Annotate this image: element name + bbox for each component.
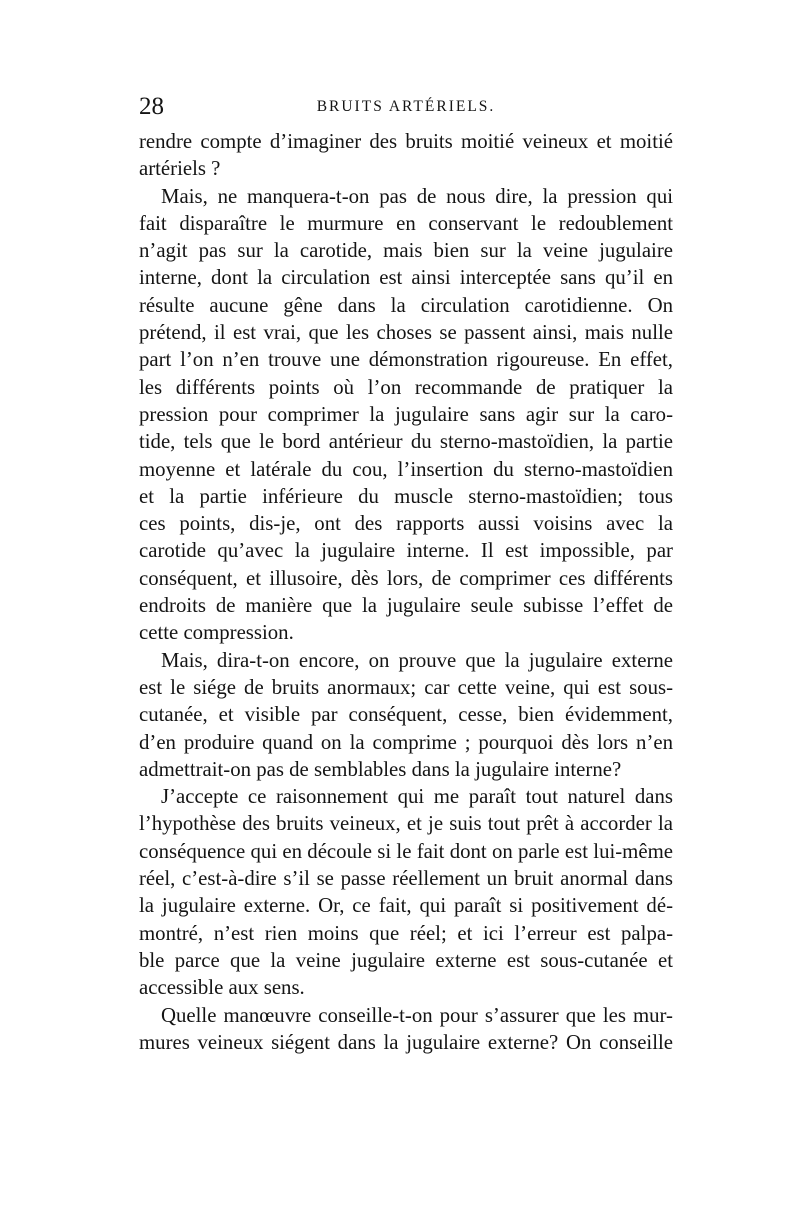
page-number: 28 [139,93,164,120]
text-line: ces points, dis-je, ont des rapports aussi voisins avec la [139,512,673,536]
text-line: admettrait-on pas de semblables dans la jugulaire interne? [139,757,622,781]
text-line: fait disparaître le murmure en conservant le redoublement [139,211,673,235]
text-line: accessible aux sens. [139,976,305,1000]
body-text [139,128,673,1056]
text-line: l’hypothèse des bruits veineux, et je suis tout prêt à accorder la [139,812,673,836]
text-line: cette compression. [139,621,294,645]
running-title: BRUITS ARTÉRIELS. [316,98,496,115]
text-line: moyenne et latérale du cou, l’insertion du sterno-mastoïdien [139,457,673,481]
text-line: Quelle manœuvre conseille-t-on pour s’assurer que les mur- [161,1003,673,1027]
text-line: part l’on n’en trouve une démonstration rigoureuse. En effet, [139,348,673,372]
page-header [139,92,673,122]
text-line: cutanée, et visible par conséquent, cesse, bien évidemment, [139,703,673,727]
text-line: les différents points où l’on recommande de pratiquer la [139,375,673,399]
text-line: carotide qu’avec la jugulaire interne. Il est impossible, par [139,539,673,563]
text-line: réel, c’est-à-dire s’il se passe réellement un bruit anormal dans [139,867,673,891]
text-line: la jugulaire externe. Or, ce fait, qui paraît si positivement dé- [139,894,673,918]
text-line: mures veineux siégent dans la jugulaire externe? On conseille [139,1030,673,1054]
text-line: interne, dont la circulation est ainsi interceptée sans qu’il en [139,266,673,290]
text-line: n’agit pas sur la carotide, mais bien sur la veine jugulaire [139,239,673,263]
text-line: conséquence qui en découle si le fait dont on parle est lui-même [139,839,673,863]
text-line: pression pour comprimer la jugulaire sans agir sur la caro- [139,402,673,426]
text-line: prétend, il est vrai, que les choses se passent ainsi, mais nulle [139,321,673,345]
text-line: artériels ? [139,157,221,181]
text-line: conséquent, et illusoire, dès lors, de comprimer ces différents [139,566,673,590]
text-line: d’en produire quand on la comprime ; pourquoi dès lors n’en [139,730,673,754]
text-line: Mais, ne manquera-t-on pas de nous dire, la pression qui [161,184,673,208]
text-line: ble parce que la veine jugulaire externe est sous-cutanée et [139,948,673,972]
text-line: est le siége de bruits anormaux; car cette veine, qui est sous- [139,675,673,699]
text-line: montré, n’est rien moins que réel; et ici l’erreur est palpa- [139,921,673,945]
text-line: J’accepte ce raisonnement qui me paraît tout naturel dans [161,785,673,809]
text-line: Mais, dira-t-on encore, on prouve que la jugulaire externe [161,648,673,672]
text-line: résulte aucune gêne dans la circulation carotidienne. On [139,293,673,317]
text-line: tide, tels que le bord antérieur du sterno-mastoïdien, la partie [139,430,673,454]
text-line: endroits de manière que la jugulaire seule subisse l’effet de [139,594,673,618]
text-line: et la partie inférieure du muscle sterno-mastoïdien; tous [139,484,673,508]
text-line: rendre compte d’imaginer des bruits moitié veineux et moitié [139,130,673,153]
